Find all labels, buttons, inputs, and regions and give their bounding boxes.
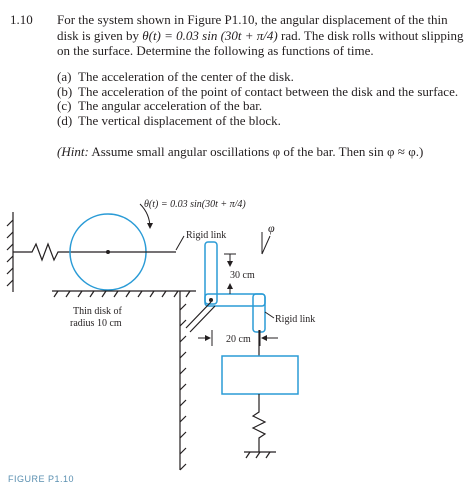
- bottom-ground: [244, 452, 276, 458]
- problem-statement: [57, 12, 467, 59]
- figure-diagram: [0, 180, 474, 474]
- item-text: The vertical displacement of the block.: [78, 112, 281, 128]
- rigid-link-top-label: Rigid link: [186, 230, 227, 241]
- ground-surface: [52, 291, 196, 297]
- disk-center-dot: [106, 250, 110, 254]
- item-text: The acceleration of the point of contact between the disk and the surface.: [78, 83, 459, 99]
- hint-prefix: (Hint:: [57, 144, 89, 159]
- theta-label: θ(t) = 0.03 sin(30t + π/4): [144, 199, 246, 210]
- question-item-d: [57, 114, 469, 129]
- item-label: (d): [57, 112, 73, 128]
- rigid-link-right-label: Rigid link: [275, 314, 316, 325]
- question-list: [57, 70, 469, 128]
- hint-body: Assume small angular oscillations φ of the bar. Then sin φ ≈ φ.): [88, 144, 424, 159]
- horizontal-spring: [13, 244, 76, 260]
- block: [222, 356, 298, 394]
- question-item-a: [57, 70, 469, 85]
- support-structure: [180, 291, 186, 470]
- problem-number: 1.10: [10, 12, 33, 27]
- question-item-b: [57, 85, 469, 100]
- phi-symbol: φ: [268, 221, 275, 235]
- item-label: (a): [57, 69, 72, 84]
- item-text: The acceleration of the center of the disk.: [78, 69, 294, 84]
- disk-label-line1: Thin disk of: [73, 306, 122, 317]
- vertical-spring: [253, 394, 265, 452]
- bent-bar: [205, 242, 265, 332]
- theta-expression: θ(t) = 0.03 sin (30t + π/4): [142, 27, 278, 43]
- rigid-link-top-leader: [176, 236, 184, 250]
- statement-part2: rad. The disk rolls without slipping on the surface. Determine the following as functions of time.: [57, 27, 464, 58]
- statement-part1: For the system shown in Figure P1.10, the angular displacement of the thin disk is given by: [57, 12, 448, 43]
- item-text: The angular acceleration of the bar.: [78, 98, 263, 113]
- figure-caption: FIGURE P1.10: [8, 474, 75, 484]
- left-wall: [7, 212, 13, 292]
- dim-20-label: 20 cm: [226, 334, 251, 345]
- item-label: (b): [57, 83, 73, 99]
- hint-text: [57, 144, 423, 160]
- rigid-link-right-leader: [265, 312, 274, 318]
- disk-label-line2: radius 10 cm: [70, 318, 122, 329]
- question-item-c: [57, 99, 469, 114]
- bar-pivot: [209, 298, 213, 302]
- dim-30-label: 30 cm: [230, 270, 255, 281]
- phi-marker: [262, 232, 270, 254]
- item-label: (c): [57, 98, 72, 113]
